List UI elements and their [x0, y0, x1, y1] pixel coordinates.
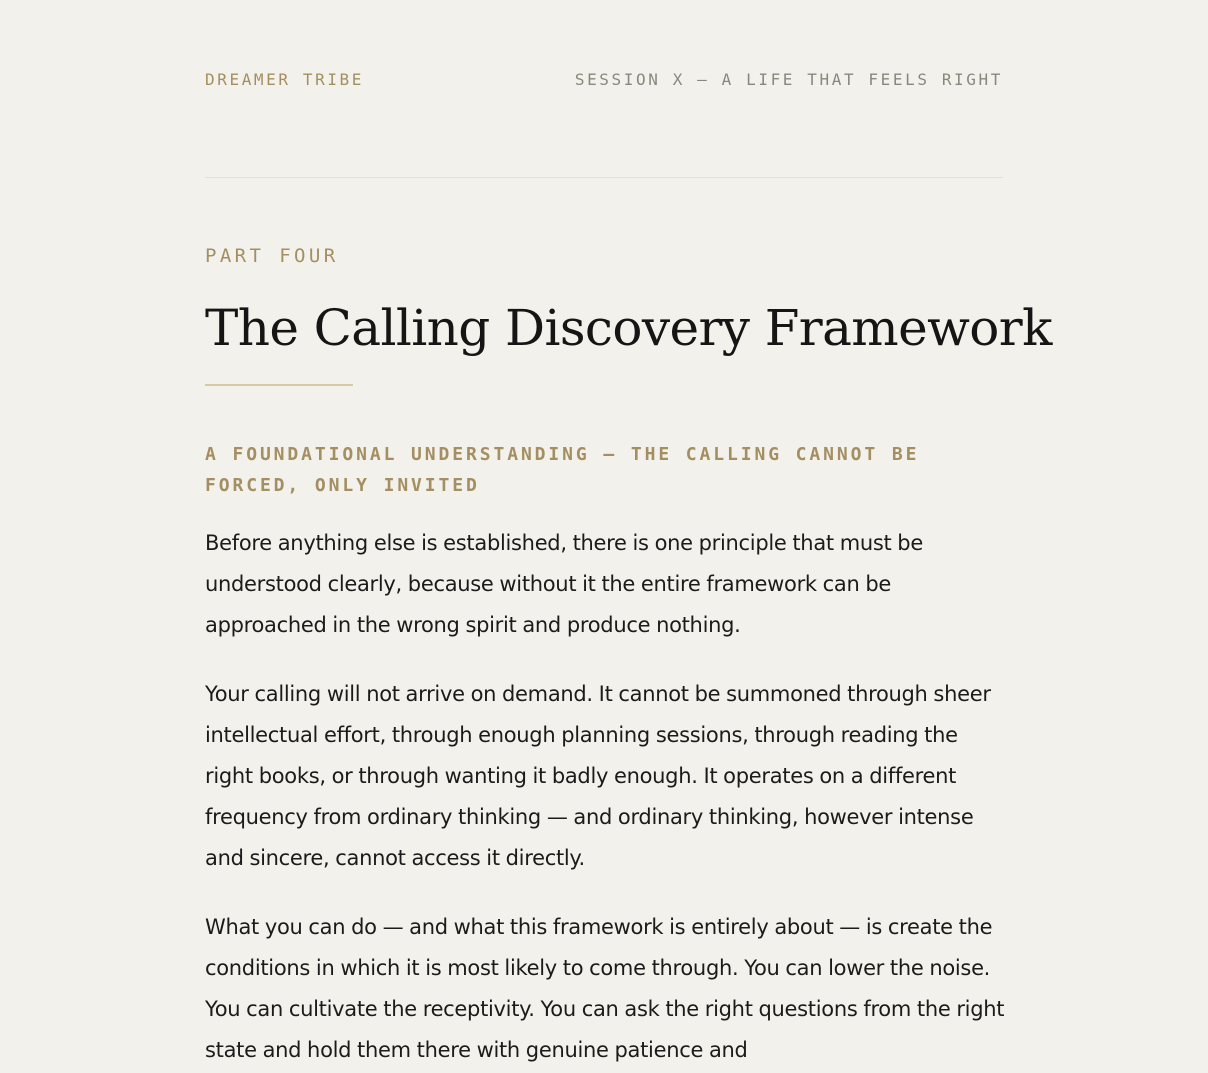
session-title: SESSION X — A LIFE THAT FEELS RIGHT [574, 70, 1003, 89]
brand-name: DREAMER TRIBE [205, 70, 365, 89]
section-heading: A FOUNDATIONAL UNDERSTANDING — THE CALLING CANNOT BE FORCED, ONLY INVITED [205, 444, 920, 496]
paragraph: Your calling will not arrive on demand. It cannot be summoned through sheer intellectual effort, through enough planning sessions, through reading the right books, or through wanting it badly enough. It operates on a different frequency from ordinary thinking — and ordinary thinking, however intense and sincere, cannot access it directly. [205, 682, 991, 870]
header-divider [205, 177, 1003, 178]
top-bar [205, 68, 1003, 92]
paragraph: Before anything else is established, there is one principle that must be understood clearly, because without it the entire framework can be approached in the wrong spirit and produce nothing. [205, 531, 923, 637]
chapter-title: The Calling Discovery Framework [205, 299, 1052, 357]
body-text [205, 523, 1005, 1073]
title-accent-line [205, 384, 353, 386]
paragraph: What you can do — and what this framework is entirely about — is create the conditions in which it is most likely to come through. You can lower the noise. You can cultivate the receptivity. You can ask the right questions from the right state and hold them there with genuine patience and [205, 915, 1005, 1062]
part-label: PART FOUR [205, 245, 339, 267]
